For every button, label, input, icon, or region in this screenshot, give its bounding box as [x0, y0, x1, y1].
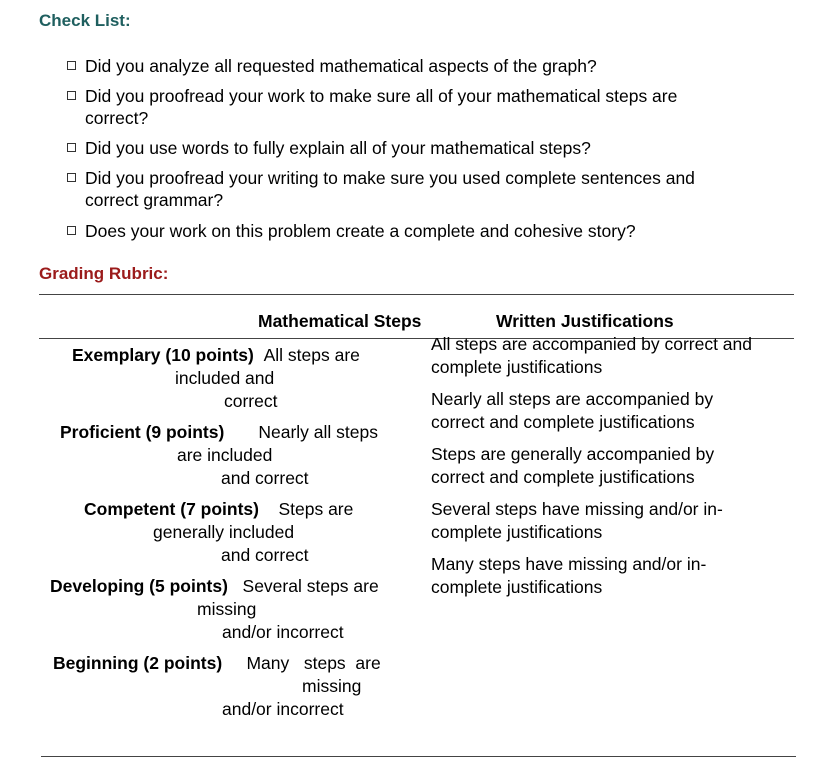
- level-desc-cont: missing: [302, 676, 362, 696]
- justification-exemplary: [431, 333, 752, 379]
- level-label: Exemplary (10 points): [72, 345, 254, 365]
- level-desc: Nearly all steps: [258, 422, 378, 442]
- level-desc: Many steps are: [246, 653, 381, 673]
- level-desc-cont: are included: [177, 445, 273, 465]
- justifications-header: Written Justifications: [496, 311, 674, 331]
- level-desc-cont: included and: [175, 368, 275, 388]
- justification-line: Several steps have missing and/or in-: [431, 499, 723, 519]
- checklist-item-text-cont: correct grammar?: [85, 190, 224, 210]
- justification-line: Steps are generally accompanied by: [431, 444, 715, 464]
- justification-proficient: [431, 388, 713, 434]
- justification-line: Many steps have missing and/or in-: [431, 554, 707, 574]
- checklist-item-text-cont: correct?: [85, 108, 149, 128]
- level-label: Proficient (9 points): [60, 422, 225, 442]
- level-label: Beginning (2 points): [53, 653, 223, 673]
- checklist-item-text: Did you analyze all requested mathematical aspects of the graph?: [85, 56, 597, 76]
- level-desc-cont: generally included: [153, 522, 295, 542]
- rubric-level-exemplary: [72, 344, 360, 367]
- rubric-level-competent: [84, 498, 353, 521]
- checklist-item-text: Does your work on this problem create a complete and cohesive story?: [85, 221, 636, 241]
- level-desc: Steps are: [278, 499, 354, 519]
- checkbox-icon[interactable]: [67, 91, 76, 100]
- checklist-title: Check List:: [39, 11, 131, 30]
- justification-line: complete justifications: [431, 577, 603, 597]
- level-desc-cont: and/or incorrect: [222, 699, 344, 719]
- checkbox-icon[interactable]: [67, 173, 76, 182]
- rubric-top-rule: [39, 294, 794, 295]
- level-desc: Several steps are: [242, 576, 379, 596]
- justification-line: complete justifications: [431, 357, 603, 377]
- justification-competent: [431, 443, 714, 489]
- justification-line: correct and complete justifications: [431, 412, 695, 432]
- checklist-item-text: Did you proofread your writing to make sure you used complete sentences and: [85, 168, 695, 188]
- level-label: Competent (7 points): [84, 499, 259, 519]
- justification-developing: [431, 498, 723, 544]
- rubric-level-beginning: [53, 652, 381, 675]
- level-desc-cont: and correct: [221, 468, 309, 488]
- level-desc-cont: correct: [224, 391, 278, 411]
- justification-line: correct and complete justifications: [431, 467, 695, 487]
- level-desc-cont: and correct: [221, 545, 309, 565]
- checkbox-icon[interactable]: [67, 61, 76, 70]
- justification-line: complete justifications: [431, 522, 603, 542]
- level-desc-cont: missing: [197, 599, 257, 619]
- level-label: Developing (5 points): [50, 576, 228, 596]
- justification-beginning: [431, 553, 706, 599]
- checklist-item-text: Did you use words to fully explain all of your mathematical steps?: [85, 138, 591, 158]
- rubric-title: Grading Rubric:: [39, 264, 169, 283]
- rubric-level-developing: [50, 575, 379, 598]
- level-desc-cont: and/or incorrect: [222, 622, 344, 642]
- justification-line: Nearly all steps are accompanied by: [431, 389, 714, 409]
- checklist-item-text: Did you proofread your work to make sure all of your mathematical steps are: [85, 86, 678, 106]
- rubric-bottom-rule: [41, 756, 796, 757]
- justification-line: All steps are accompanied by correct and: [431, 334, 752, 354]
- checkbox-icon[interactable]: [67, 226, 76, 235]
- rubric-level-proficient: [60, 421, 378, 444]
- level-desc: All steps are: [263, 345, 360, 365]
- math-steps-header: Mathematical Steps: [258, 311, 422, 331]
- checkbox-icon[interactable]: [67, 143, 76, 152]
